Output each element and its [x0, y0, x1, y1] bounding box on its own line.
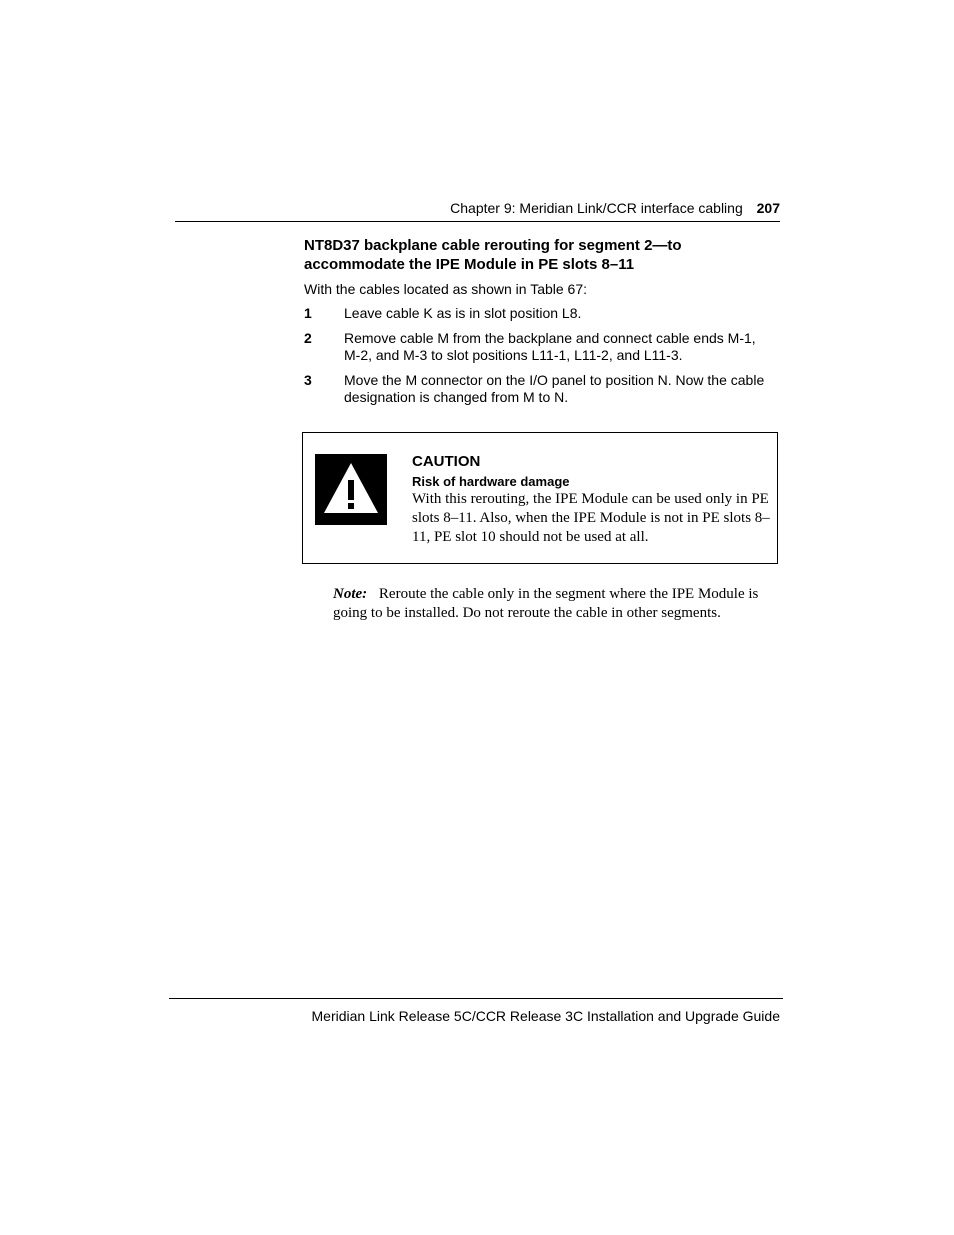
- page-number: 207: [756, 200, 780, 216]
- header-divider: [175, 221, 780, 222]
- step-list: [304, 305, 774, 414]
- section-heading-line1: NT8D37 backplane cable rerouting for segment 2—to: [304, 237, 682, 254]
- note-label: Note:: [333, 586, 368, 602]
- step-item: [304, 372, 774, 406]
- caution-box: [302, 432, 778, 564]
- note: [333, 585, 783, 623]
- step-text: Leave cable K as is in slot position L8.: [344, 305, 582, 321]
- note-text: Reroute the cable only in the segment where the IPE Module is going to be installed. Do not reroute the cable in other segments.: [333, 586, 759, 621]
- step-number: 2: [304, 330, 312, 346]
- section-heading-line2: accommodate the IPE Module in PE slots 8–11: [304, 256, 635, 273]
- caution-body: With this rerouting, the IPE Module can be used only in PE slots 8–11. Also, when the IPE Module is not in PE slots 8–11, PE slot 10 should not be used at all.: [412, 491, 770, 545]
- step-number: 1: [304, 305, 312, 321]
- intro-text: With the cables located as shown in Table 67:: [304, 281, 588, 297]
- step-text: Remove cable M from the backplane and connect cable ends M-1, M-2, and M-3 to slot positions L11-1, L11-2, and L11-3.: [344, 330, 756, 363]
- chapter-title: Chapter 9: Meridian Link/CCR interface cabling: [450, 200, 743, 216]
- step-text: Move the M connector on the I/O panel to position N. Now the cable designation is changed from M to N.: [344, 372, 765, 405]
- caution-title: CAUTION: [412, 453, 481, 470]
- warning-exclamation-icon: [315, 454, 387, 525]
- footer-divider: [169, 998, 783, 999]
- caution-subtitle: Risk of hardware damage: [412, 474, 570, 489]
- step-item: [304, 305, 774, 322]
- section-heading: [304, 236, 774, 274]
- footer-title: Meridian Link Release 5C/CCR Release 3C Installation and Upgrade Guide: [311, 1008, 780, 1024]
- page-header: [450, 200, 780, 216]
- step-item: [304, 330, 774, 364]
- step-number: 3: [304, 372, 312, 388]
